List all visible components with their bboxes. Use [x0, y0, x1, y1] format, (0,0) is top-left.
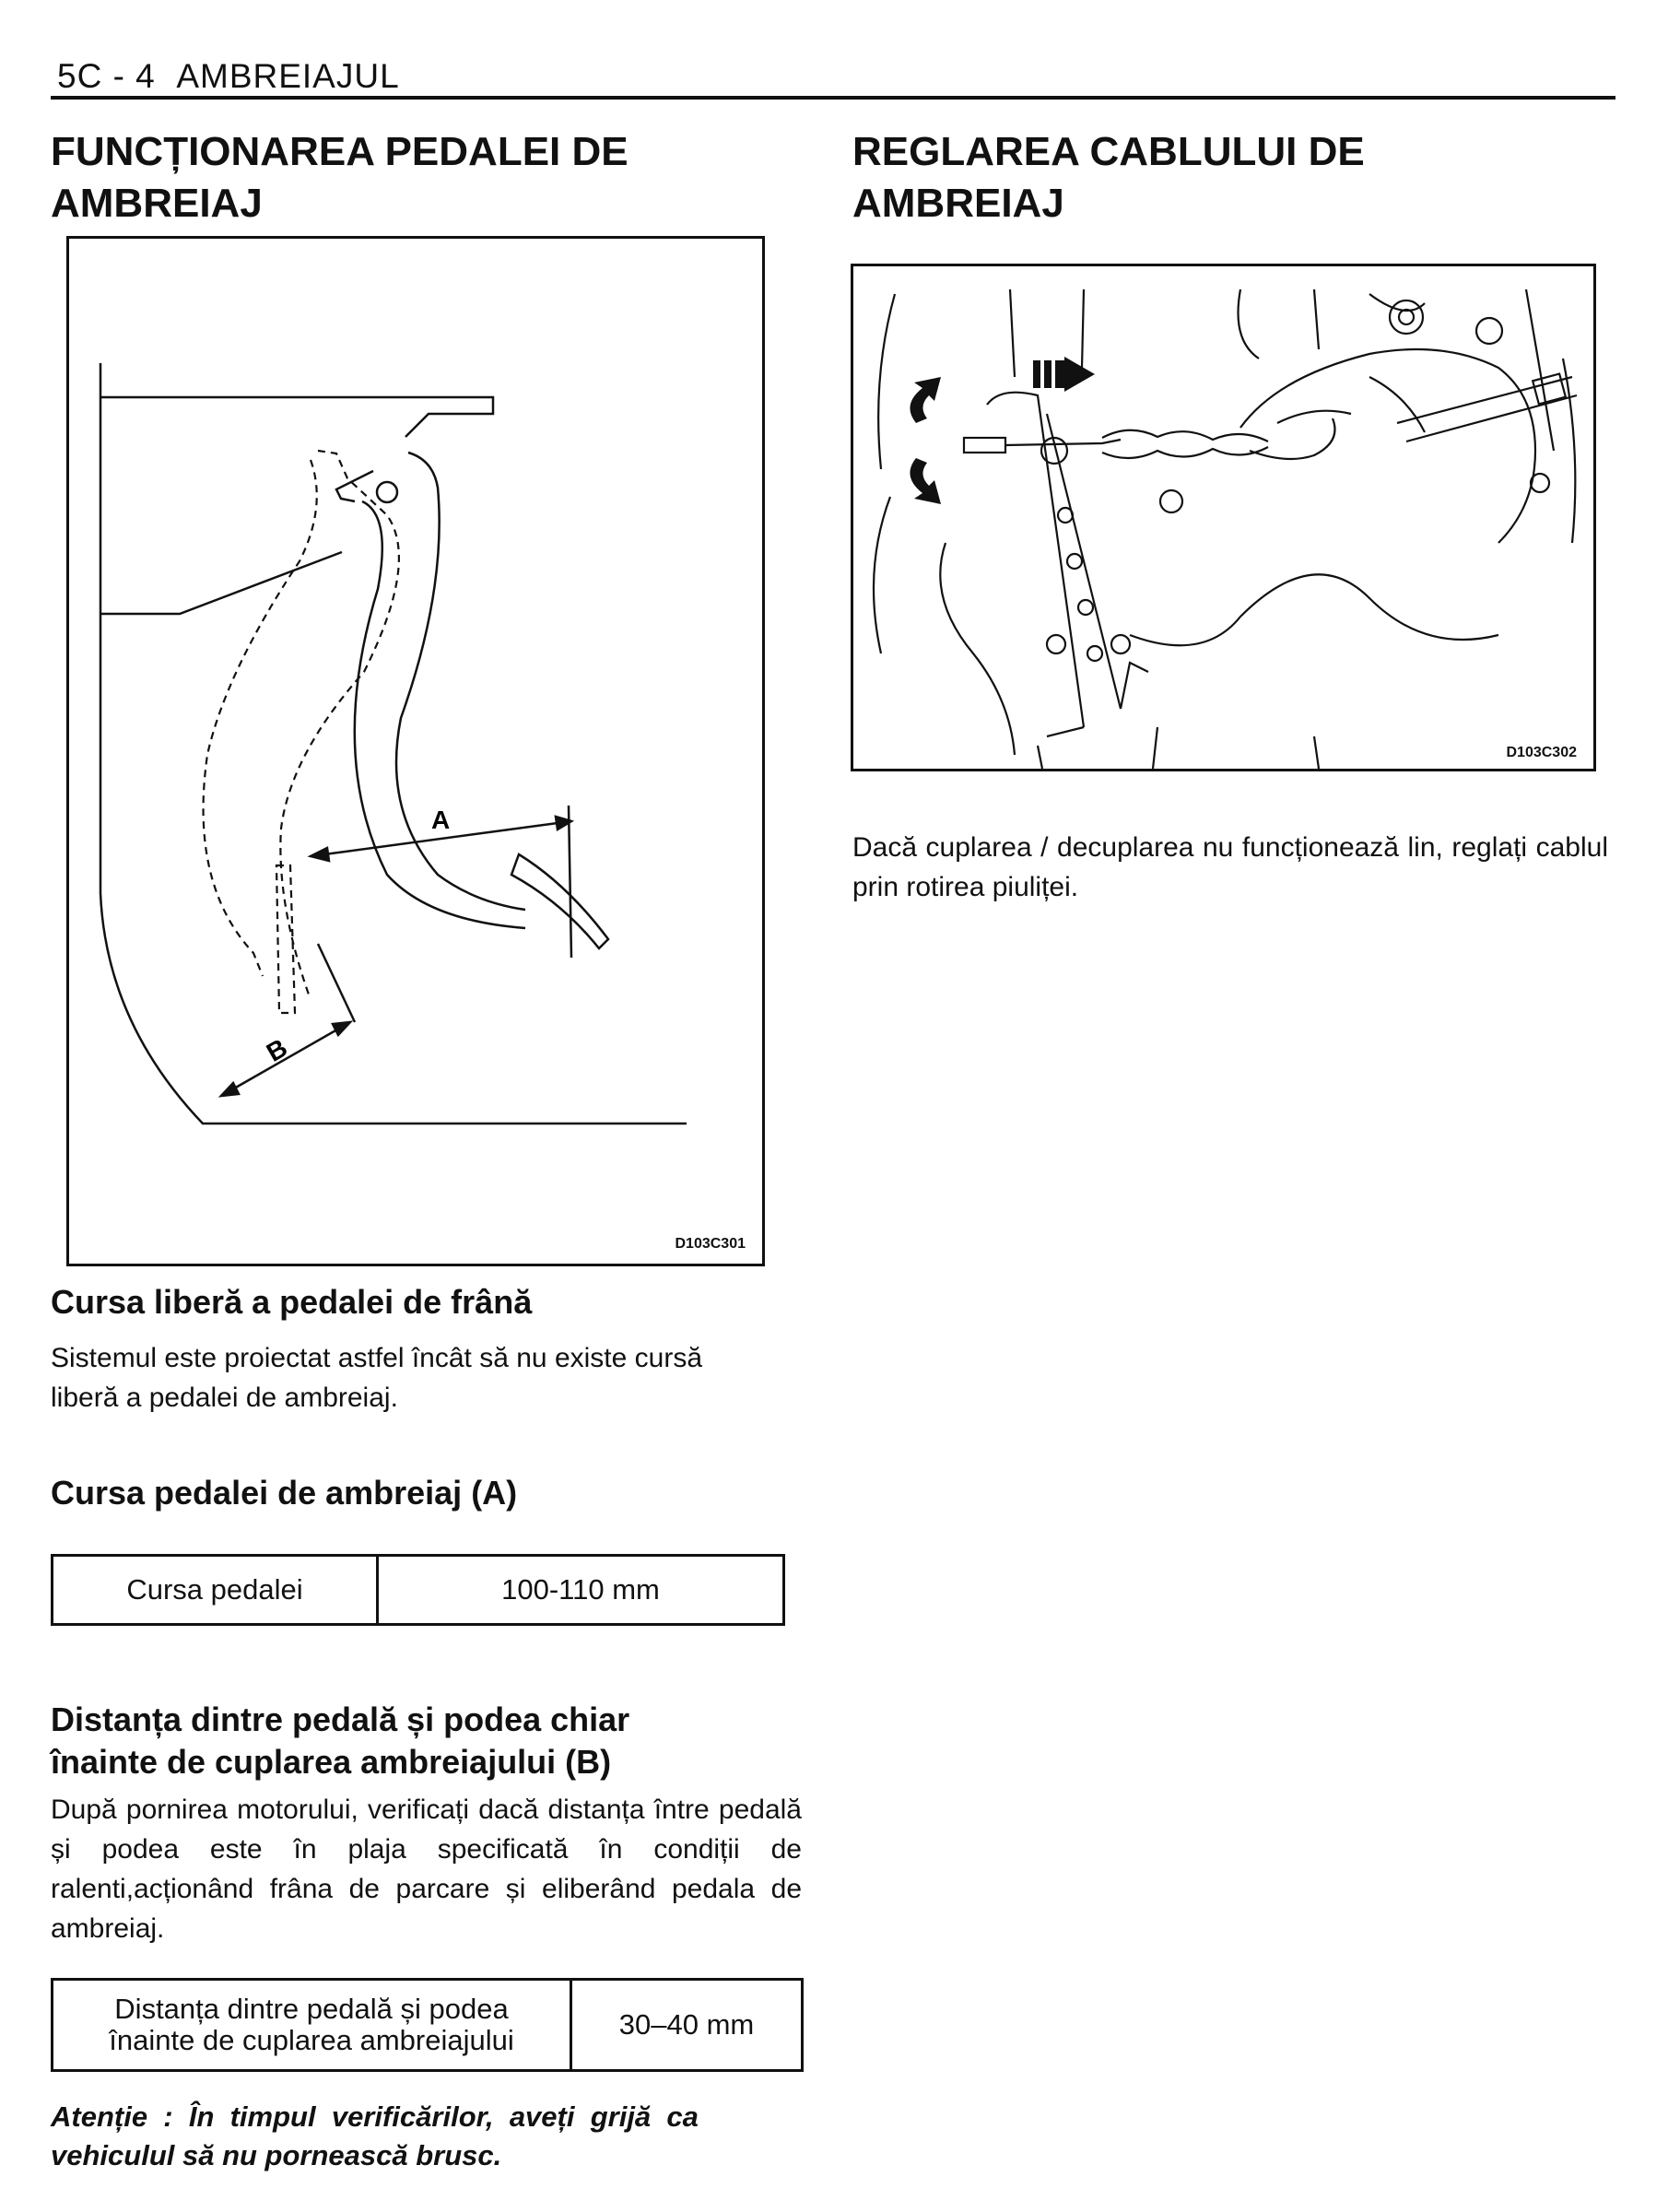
- right-title-line1: REGLAREA CABLULUI DE: [852, 129, 1365, 174]
- page-header: [57, 57, 400, 96]
- left-title-line1: FUNCȚIONAREA PEDALEI DE: [51, 129, 629, 174]
- caution-line2: vehiculul să nu pornească brusc.: [51, 2139, 502, 2171]
- distance-title-line1: Distanța dintre pedală și podea chiar: [51, 1700, 630, 1738]
- figure-code-left: D103C301: [675, 1236, 746, 1252]
- section-name: AMBREIAJUL: [176, 57, 400, 95]
- free-travel-title: Cursa liberă a pedalei de frână: [51, 1283, 533, 1321]
- table-row: [53, 1980, 803, 2071]
- distance-label-line1: Distanța dintre pedală și podea: [114, 1993, 509, 2025]
- pedal-travel-table: [51, 1554, 785, 1626]
- free-travel-line2: liberă a pedalei de ambreiaj.: [51, 1382, 398, 1413]
- distance-label: [53, 1980, 571, 2071]
- distance-label-line2: înainte de cuplarea ambreiajului: [109, 2024, 514, 2056]
- right-title-line2: AMBREIAJ: [852, 181, 1064, 226]
- pedal-travel-label: Cursa pedalei: [53, 1556, 378, 1625]
- pedal-travel-value: 100-110 mm: [378, 1556, 784, 1625]
- page-reference: 5C - 4: [57, 57, 156, 95]
- right-section-title: [852, 126, 1365, 229]
- pedal-figure: [66, 236, 765, 1266]
- pedal-travel-title: Cursa pedalei de ambreiaj (A): [51, 1474, 518, 1512]
- free-travel-line1: Sistemul este proiectat astfel încât să nu existe cursă: [51, 1343, 703, 1373]
- caution-note: [51, 2098, 806, 2175]
- header-rule: [51, 96, 1615, 100]
- pedal-diagram: [69, 239, 762, 1264]
- distance-title: [51, 1699, 629, 1783]
- table-row: [53, 1556, 784, 1625]
- cable-adjust-text: Dacă cuplarea / decuplarea nu funcționează lin, reglați cablul prin rotirea piuliței.: [852, 832, 1608, 902]
- figure-code-right: D103C302: [1506, 745, 1577, 760]
- distance-value: 30–40 mm: [571, 1980, 803, 2071]
- free-travel-text: [51, 1338, 806, 1418]
- distance-table: [51, 1978, 804, 2072]
- cable-adjust-illustration: [853, 266, 1593, 769]
- distance-text: După pornirea motorului, verificați dacă distanța între pedală și podea este în plaja specificată în condiții de ralenti,acționând frâna de parcare și eliberând pedala de ambreiaj.: [51, 1794, 802, 1944]
- caution-line1: Atenție : În timpul verificărilor, aveți grijă ca: [51, 2100, 699, 2133]
- left-title-line2: AMBREIAJ: [51, 181, 263, 226]
- label-a: A: [431, 806, 451, 834]
- left-section-title: [51, 126, 629, 229]
- cable-figure: [851, 264, 1596, 771]
- distance-title-line2: înainte de cuplarea ambreiajului (B): [51, 1743, 612, 1781]
- label-b: B: [261, 1032, 292, 1067]
